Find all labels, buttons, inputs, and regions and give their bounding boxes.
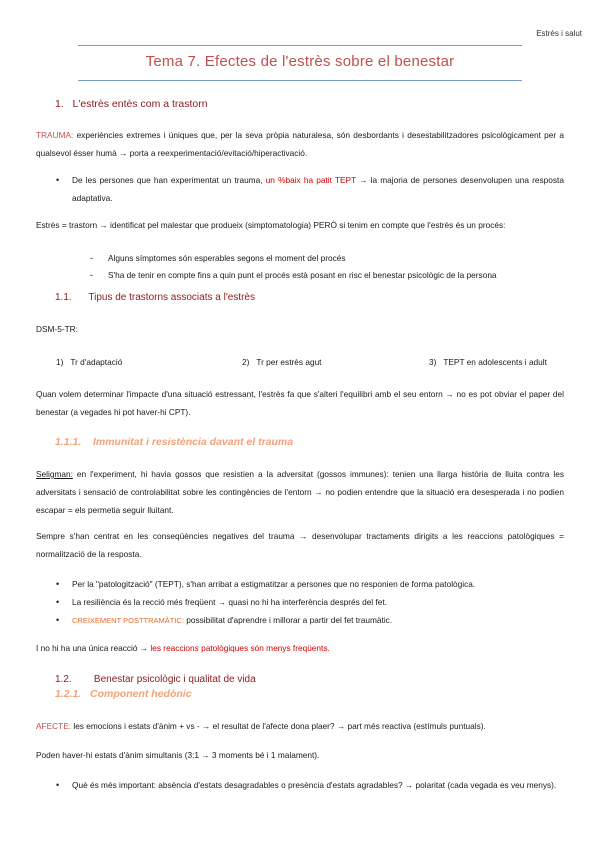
- bullet-icon: •: [56, 615, 60, 625]
- bullet-polaritat: • Què és més important: absència d'estats desagradables o presència d'estats agradables? → polaritat (cada vegada es veu menys).: [72, 776, 564, 794]
- bullet-icon: •: [56, 597, 60, 607]
- disorder-item-2: 2) Tr per estrès agut: [242, 357, 322, 367]
- section-1-2-heading: 1.2. Benestar psicològic i qualitat de vida: [55, 674, 256, 685]
- afecte-label: AFECTE:: [36, 721, 72, 731]
- dsm-label: DSM-5-TR:: [36, 324, 78, 334]
- bullet-trauma-tept: • De les persones que han experimentat un trauma, un %baix ha patit TEPT → la majoria de persones desenvolupen una resposta adaptativa.: [72, 171, 564, 207]
- bullet-icon: •: [56, 780, 60, 790]
- seligman-paragraph: Seligman: en l'experiment, hi havia gossos que resistien a la adversitat (gossos immunes): tenien una llarga història de lluita contra les adversitats i sensació de controlabilitat sobre les contingències de l'entorn → no podien entendre que la situació era desesperada i no podien escapar = els permetia seguir lluitant.: [36, 469, 564, 515]
- trauma-definition: [36, 126, 564, 162]
- trauma-label: TRAUMA:: [36, 130, 74, 140]
- disorder-item-3: 3) TEPT en adolescents i adult: [429, 357, 547, 367]
- afecte-paragraph: AFECTE: les emocions i estats d'ànim + vs - → el resultat de l'afecte dona plaer? → part més reactiva (estímuls puntuals).: [36, 721, 486, 731]
- page-title: Tema 7. Efectes de l'estrès sobre el benestar: [145, 53, 455, 70]
- estres-paragraph: Estrès = trastorn → identificat pel malestar que produeix (simptomatologia) PERÒ si tenim en compte que l'estrès és un procés:: [36, 220, 506, 230]
- highlight-text: les reaccions patològiques són menys freqüents.: [150, 643, 330, 653]
- section-1-2-1-heading: 1.2.1. Component hedònic: [55, 688, 192, 700]
- impacte-paragraph: Quan volem determinar l'impacte d'una situació estressant, l'estrès fa que s'alteri l'equilibri amb el seu entorn → no es pot obviar el paper del benestar (a vegades hi pot haver-hi CPT).: [36, 389, 564, 417]
- highlight-text: un %baix ha patit TEPT: [265, 175, 356, 185]
- section-1-1-heading: 1.1. Tipus de trastorns associats a l'estrès: [55, 292, 255, 303]
- seligman-label: Seligman:: [36, 469, 73, 479]
- bullet-patologitzacio: • Per la "patologització" (TEPT), s'han arribat a estigmatitzar a persones que no responien de forma patològica.: [72, 575, 564, 593]
- dash-item-1: - Alguns símptomes són esperables segons el moment del procés: [108, 249, 564, 267]
- bullet-icon: •: [56, 175, 60, 185]
- trauma-text: experiències extremes i úniques que, per la seva pròpia naturalesa, són desbordants i desestabilitzadores psicològicament per a qualsevol ésser humà → porta a reexperimentació/evitació/hiperactivació.: [36, 130, 564, 158]
- section-title: L'estrès entès com a trastorn: [72, 98, 208, 110]
- dash-icon: -: [90, 253, 93, 263]
- bullet-resiliencia: • La resiliència és la recció més freqüent → quasi no hi ha interferència després del fet.: [72, 593, 564, 611]
- consequencies-paragraph: Sempre s'han centrat en les conseqüències negatives del trauma → desenvolupar tractaments dirigits a les reaccions patològiques = normalització de la resposta.: [36, 531, 564, 559]
- header-running-title: Estrès i salut: [536, 29, 582, 38]
- creixement-label: CREIXEMENT POSTTRAMÀTIC:: [72, 616, 184, 625]
- disorder-item-1: 1) Tr d'adaptació: [56, 357, 123, 367]
- section-1-heading: [55, 98, 208, 110]
- dash-item-2: - S'ha de tenir en compte fins a quin punt el procés està posant en risc el benestar psicològic de la persona: [108, 266, 564, 284]
- title-rule-bottom: [78, 80, 522, 81]
- section-1-1-1-heading: 1.1.1. Immunitat i resistència davant el trauma: [55, 436, 294, 448]
- simultanis-paragraph: Poden haver-hi estats d'ànim simultanis (3:1 → 3 moments bé i 1 malament).: [36, 750, 320, 760]
- dash-icon: -: [90, 270, 93, 280]
- title-rule-top: [78, 45, 522, 46]
- bullet-creixement: • CREIXEMENT POSTTRAMÀTIC: possibilitat d'aprendre i millorar a partir del fet traumàtic.: [72, 611, 564, 630]
- section-number: 1.: [55, 98, 64, 110]
- no-reaccio-paragraph: I no hi ha una única reacció → les reaccions patològiques són menys freqüents.: [36, 643, 330, 653]
- bullet-icon: •: [56, 579, 60, 589]
